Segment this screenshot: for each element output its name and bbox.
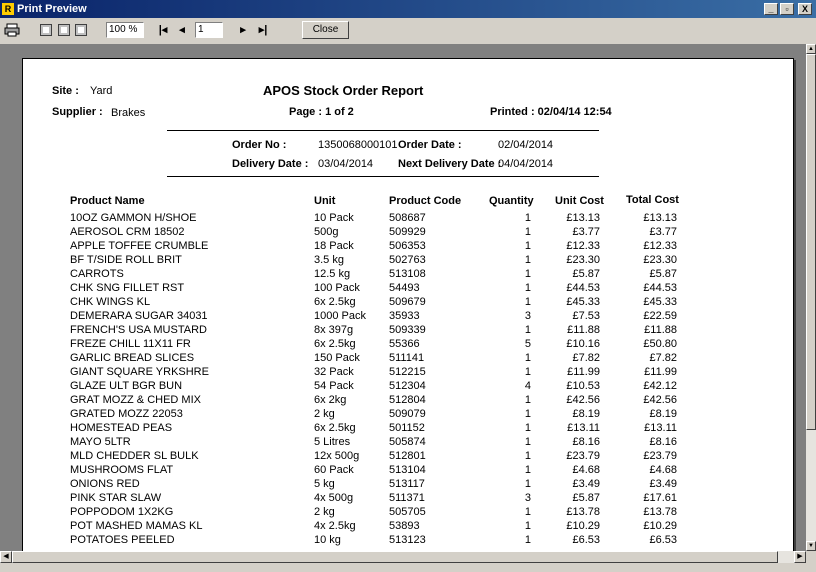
table-row: [23, 394, 793, 408]
cell-product: PINK STAR SLAW: [70, 492, 162, 504]
cell-unit-cost: £6.53: [572, 534, 600, 546]
cell-unit-cost: £5.87: [572, 268, 600, 280]
table-row: [23, 464, 793, 478]
cell-code: 513108: [389, 268, 426, 280]
cell-unit-cost: £44.53: [566, 282, 600, 294]
close-button[interactable]: Close: [302, 21, 349, 39]
cell-qty: 5: [524, 338, 531, 350]
table-row: [23, 254, 793, 268]
cell-qty: 1: [524, 422, 531, 434]
cell-product: GRAT MOZZ & CHED MIX: [70, 394, 201, 406]
cell-unit-cost: £3.49: [572, 478, 600, 490]
cell-code: 512215: [389, 366, 426, 378]
cell-unit-cost: £45.33: [566, 296, 600, 308]
zoom-field[interactable]: 100 %: [106, 22, 144, 38]
order-date-value: 02/04/2014: [498, 139, 554, 151]
cell-total-cost: £6.53: [649, 534, 677, 546]
cell-qty: 4: [524, 380, 531, 392]
cell-code: 512304: [389, 380, 426, 392]
vertical-scroll-thumb[interactable]: [806, 54, 816, 430]
page-info: Page : 1 of 2: [289, 106, 354, 118]
window-titlebar: [0, 0, 816, 18]
divider-top: [167, 130, 599, 131]
cell-qty: 1: [524, 282, 531, 294]
product-table: [23, 212, 793, 548]
cell-code: 506353: [389, 240, 426, 252]
cell-unit: 32 Pack: [314, 366, 354, 378]
cell-unit: 3.5 kg: [314, 254, 344, 266]
cell-unit-cost: £3.77: [572, 226, 600, 238]
table-row: [23, 422, 793, 436]
order-date-label: Order Date :: [398, 139, 462, 151]
cell-qty: 1: [524, 534, 531, 546]
scroll-down-icon[interactable]: ▼: [806, 541, 816, 551]
cell-qty: 1: [524, 506, 531, 518]
cell-product: MAYO 5LTR: [70, 436, 131, 448]
cell-qty: 1: [524, 226, 531, 238]
cell-total-cost: £13.13: [643, 212, 677, 224]
close-window-button[interactable]: X: [798, 3, 812, 15]
cell-unit-cost: £8.19: [572, 408, 600, 420]
cell-unit: 100 Pack: [314, 282, 360, 294]
cell-unit: 6x 2.5kg: [314, 422, 356, 434]
cell-unit: 6x 2.5kg: [314, 338, 356, 350]
cell-unit-cost: £13.13: [566, 212, 600, 224]
table-row: [23, 338, 793, 352]
cell-unit: 2 kg: [314, 408, 335, 420]
cell-code: 509679: [389, 296, 426, 308]
cell-qty: 1: [524, 408, 531, 420]
cell-product: MUSHROOMS FLAT: [70, 464, 174, 476]
cell-unit-cost: £8.16: [572, 436, 600, 448]
horizontal-scroll-thumb[interactable]: [12, 551, 778, 563]
cell-qty: 1: [524, 366, 531, 378]
delivery-date-value: 03/04/2014: [318, 158, 374, 170]
scroll-right-icon[interactable]: ▶: [794, 551, 806, 563]
cell-unit-cost: £10.29: [566, 520, 600, 532]
cell-qty: 1: [524, 464, 531, 476]
table-row: [23, 240, 793, 254]
cell-code: 54493: [389, 282, 420, 294]
cell-total-cost: £4.68: [649, 464, 677, 476]
preview-viewport: [0, 44, 806, 551]
table-row: [23, 492, 793, 506]
cell-code: 509339: [389, 324, 426, 336]
cell-unit-cost: £13.11: [567, 422, 600, 434]
table-row: [23, 310, 793, 324]
cell-total-cost: £8.19: [649, 408, 677, 420]
cell-product: APPLE TOFFEE CRUMBLE: [70, 240, 209, 252]
table-row: [23, 212, 793, 226]
cell-unit-cost: £10.16: [566, 338, 600, 350]
minimize-button[interactable]: _: [764, 3, 778, 15]
site-value: Yard: [90, 85, 113, 97]
cell-unit-cost: £11.99: [567, 366, 600, 378]
cell-qty: 1: [524, 296, 531, 308]
cell-product: POTATOES PEELED: [70, 534, 175, 546]
cell-unit-cost: £5.87: [572, 492, 600, 504]
table-row: [23, 436, 793, 450]
cell-unit-cost: £42.56: [566, 394, 600, 406]
cell-code: 505705: [389, 506, 426, 518]
cell-unit-cost: £10.53: [566, 380, 600, 392]
one-page-icon[interactable]: [40, 24, 52, 36]
table-row: [23, 324, 793, 338]
vertical-scrollbar[interactable]: [806, 44, 816, 551]
prev-page-icon[interactable]: ◂: [179, 24, 185, 36]
cell-unit: 5 kg: [314, 478, 335, 490]
cell-code: 505874: [389, 436, 426, 448]
cell-product: CHK WINGS KL: [70, 296, 151, 308]
cell-product: MLD CHEDDER SL BULK: [70, 450, 199, 462]
cell-unit: 6x 2kg: [314, 394, 347, 406]
cell-total-cost: £10.29: [643, 520, 677, 532]
scroll-up-icon[interactable]: ▲: [806, 44, 816, 54]
cell-unit-cost: £23.30: [566, 254, 600, 266]
cell-code: 513123: [389, 534, 426, 546]
scroll-left-icon[interactable]: ◀: [0, 551, 12, 563]
cell-qty: 1: [524, 352, 531, 364]
cell-qty: 1: [524, 254, 531, 266]
multi-page-icon[interactable]: [75, 24, 87, 36]
page-number-field[interactable]: 1: [195, 22, 223, 38]
cell-code: 55366: [389, 338, 420, 350]
supplier-label: Supplier :: [52, 106, 103, 118]
cell-total-cost: £42.12: [643, 380, 677, 392]
cell-qty: 1: [524, 324, 531, 336]
cell-unit: 1000 Pack: [314, 310, 366, 322]
cell-product: FRENCH'S USA MUSTARD: [70, 324, 207, 336]
cell-total-cost: £44.53: [643, 282, 677, 294]
cell-unit-cost: £13.78: [566, 506, 600, 518]
report-page: [22, 58, 794, 551]
table-row: [23, 366, 793, 380]
col-header-product: Product Name: [70, 195, 145, 207]
cell-code: 509929: [389, 226, 426, 238]
report-title: APOS Stock Order Report: [263, 83, 424, 98]
col-header-code: Product Code: [389, 195, 462, 207]
cell-total-cost: £17.61: [643, 492, 677, 504]
cell-product: HOMESTEAD PEAS: [70, 422, 173, 434]
cell-total-cost: £12.33: [643, 240, 677, 252]
cell-total-cost: £11.99: [644, 366, 677, 378]
cell-total-cost: £23.30: [643, 254, 677, 266]
cell-unit: 2 kg: [314, 506, 335, 518]
table-row: [23, 534, 793, 548]
table-row: [23, 352, 793, 366]
cell-total-cost: £22.59: [643, 310, 677, 322]
restore-button[interactable]: ▫: [780, 3, 794, 15]
cell-product: GARLIC BREAD SLICES: [70, 352, 195, 364]
scrollbar-corner: [806, 551, 816, 563]
cell-total-cost: £23.79: [643, 450, 677, 462]
cell-total-cost: £3.49: [649, 478, 677, 490]
cell-code: 513104: [389, 464, 426, 476]
order-no-label: Order No :: [232, 139, 287, 151]
cell-product: POPPODOM 1X2KG: [70, 506, 174, 518]
cell-unit: 18 Pack: [314, 240, 354, 252]
cell-qty: 1: [524, 520, 531, 532]
cell-product: 10OZ GAMMON H/SHOE: [70, 212, 197, 224]
first-page-icon[interactable]: |◂: [158, 24, 168, 36]
cell-unit-cost: £12.33: [566, 240, 600, 252]
table-row: [23, 380, 793, 394]
cell-product: CHK SNG FILLET RST: [70, 282, 185, 294]
cell-total-cost: £3.77: [649, 226, 677, 238]
cell-product: FREZE CHILL 11X11 FR: [70, 338, 191, 350]
cell-unit: 10 kg: [314, 534, 341, 546]
cell-code: 53893: [389, 520, 420, 532]
cell-qty: 3: [524, 492, 531, 504]
cell-product: ONIONS RED: [70, 478, 140, 490]
cell-unit: 60 Pack: [314, 464, 354, 476]
printer-icon[interactable]: [4, 23, 20, 37]
cell-unit-cost: £11.88: [567, 324, 600, 336]
cell-code: 509079: [389, 408, 426, 420]
cell-product: AEROSOL CRM 18502: [70, 226, 185, 238]
col-header-unit: Unit: [314, 195, 336, 207]
cell-total-cost: £13.11: [644, 422, 677, 434]
cell-qty: 1: [524, 212, 531, 224]
cell-total-cost: £42.56: [643, 394, 677, 406]
cell-code: 501152: [389, 422, 425, 434]
cell-unit: 4x 500g: [314, 492, 354, 504]
table-row: [23, 268, 793, 282]
toolbar: [0, 18, 816, 45]
horizontal-scrollbar[interactable]: [0, 551, 806, 563]
cell-unit: 12.5 kg: [314, 268, 351, 280]
cell-code: 508687: [389, 212, 426, 224]
cell-product: GIANT SQUARE YRKSHRE: [70, 366, 209, 378]
cell-total-cost: £13.78: [643, 506, 677, 518]
order-no-value: 1350068000101: [318, 139, 398, 151]
cell-qty: 1: [524, 436, 531, 448]
cell-unit: 150 Pack: [314, 352, 360, 364]
app-icon: R: [2, 3, 14, 15]
site-label: Site :: [52, 85, 79, 97]
col-header-qty: Quantity: [489, 195, 534, 207]
cell-unit: 6x 2.5kg: [314, 296, 356, 308]
cell-product: DEMERARA SUGAR 34031: [70, 310, 208, 322]
cell-unit: 54 Pack: [314, 380, 354, 392]
table-row: [23, 506, 793, 520]
cell-unit: 4x 2.5kg: [314, 520, 356, 532]
cell-code: 502763: [389, 254, 426, 266]
window-title: Print Preview: [17, 3, 87, 15]
cell-qty: 3: [524, 310, 531, 322]
cell-code: 35933: [389, 310, 420, 322]
cell-qty: 1: [524, 394, 531, 406]
cell-product: BF T/SIDE ROLL BRIT: [70, 254, 182, 266]
cell-total-cost: £5.87: [649, 268, 677, 280]
cell-unit-cost: £23.79: [566, 450, 600, 462]
cell-code: 511371: [389, 492, 425, 504]
cell-unit-cost: £7.53: [572, 310, 600, 322]
divider-bottom: [167, 176, 599, 177]
cell-code: 512804: [389, 394, 426, 406]
cell-unit-cost: £4.68: [572, 464, 600, 476]
table-row: [23, 408, 793, 422]
cell-qty: 1: [524, 450, 531, 462]
cell-unit: 5 Litres: [314, 436, 351, 448]
window-bottom-border: [0, 563, 816, 572]
cell-unit: 12x 500g: [314, 450, 360, 462]
cell-total-cost: £8.16: [649, 436, 677, 448]
cell-product: GRATED MOZZ 22053: [70, 408, 183, 420]
cell-total-cost: £50.80: [643, 338, 677, 350]
two-page-icon[interactable]: [58, 24, 70, 36]
cell-unit-cost: £7.82: [572, 352, 600, 364]
supplier-value: Brakes: [111, 107, 146, 119]
col-header-unit-cost: Unit Cost: [555, 195, 604, 207]
cell-code: 511141: [389, 352, 425, 364]
delivery-date-label: Delivery Date :: [232, 158, 309, 170]
table-row: [23, 226, 793, 240]
table-row: [23, 520, 793, 534]
cell-total-cost: £11.88: [644, 324, 677, 336]
next-delivery-label: Next Delivery Date :: [398, 158, 502, 170]
table-row: [23, 450, 793, 464]
last-page-icon[interactable]: ▸|: [258, 24, 268, 36]
cell-code: 512801: [389, 450, 426, 462]
table-row: [23, 282, 793, 296]
cell-code: 513117: [389, 478, 425, 490]
next-page-icon[interactable]: ▸: [240, 24, 246, 36]
cell-qty: 1: [524, 478, 531, 490]
cell-product: POT MASHED MAMAS KL: [70, 520, 203, 532]
cell-qty: 1: [524, 268, 531, 280]
cell-unit: 500g: [314, 226, 339, 238]
table-row: [23, 296, 793, 310]
cell-unit: 8x 397g: [314, 324, 354, 336]
cell-total-cost: £7.82: [649, 352, 677, 364]
printed-stamp: Printed : 02/04/14 12:54: [490, 106, 612, 118]
table-row: [23, 478, 793, 492]
cell-total-cost: £45.33: [643, 296, 677, 308]
cell-qty: 1: [524, 240, 531, 252]
next-delivery-value: 04/04/2014: [498, 158, 554, 170]
cell-product: CARROTS: [70, 268, 124, 280]
col-header-total-cost: Total Cost: [626, 194, 679, 206]
cell-product: GLAZE ULT BGR BUN: [70, 380, 183, 392]
cell-unit: 10 Pack: [314, 212, 354, 224]
